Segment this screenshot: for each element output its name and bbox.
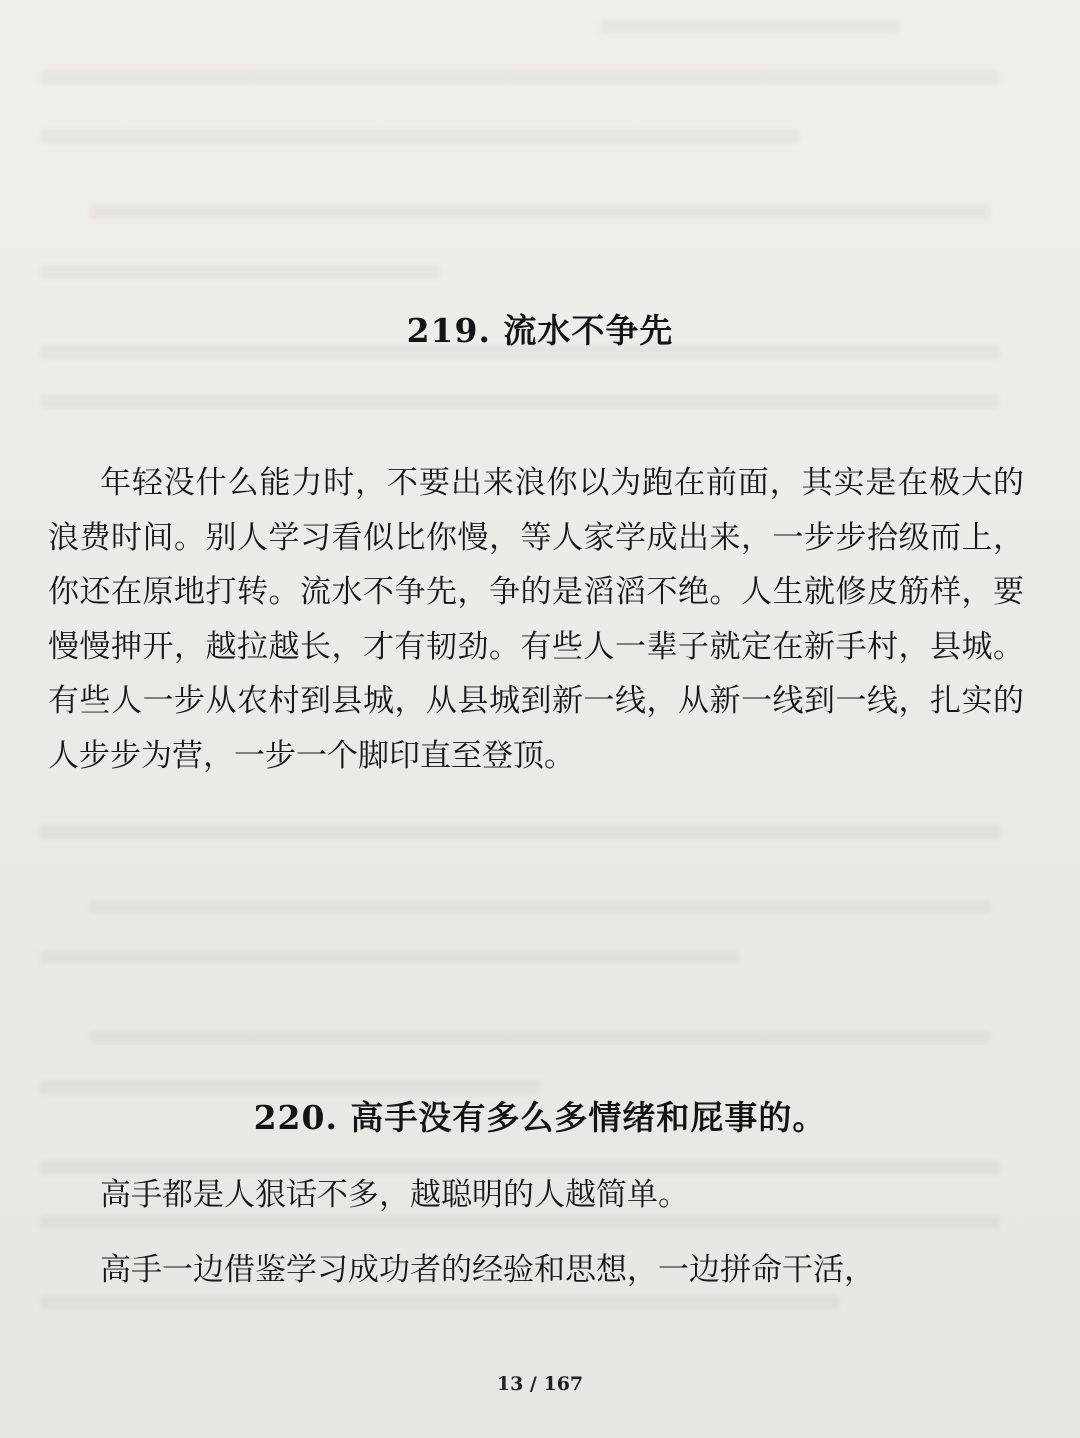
bleed-through-texture bbox=[90, 205, 990, 219]
section-220-paragraph-1: 高手都是人狠话不多，越聪明的人越简单。 bbox=[100, 1177, 689, 1213]
section-220-paragraph-2: 高手一边借鉴学习成功者的经验和思想，一边拼命干活， bbox=[100, 1252, 875, 1288]
bleed-through-texture bbox=[40, 395, 1000, 409]
section-219-title: 219. 流水不争先 bbox=[406, 311, 674, 350]
page-number: 13 / 167 bbox=[496, 1373, 584, 1395]
section-220-title: 220. 高手没有多么多情绪和屁事的。 bbox=[253, 1098, 827, 1137]
bleed-through-texture bbox=[40, 70, 1000, 84]
bleed-through-texture bbox=[40, 130, 800, 144]
bleed-through-texture bbox=[40, 950, 740, 964]
bleed-through-texture bbox=[40, 825, 1000, 839]
bleed-through-texture bbox=[600, 20, 900, 34]
bleed-through-texture bbox=[90, 900, 990, 914]
section-219-body: 年轻没什么能力时，不要出来浪你以为跑在前面，其实是在极大的浪费时间。别人学习看似比你慢，等人家学成出来，一步步拾级而上，你还在原地打转。流水不争先，争的是滔滔不绝。人生就修皮筋样，要慢慢抻开，越拉越长，才有韧劲。有些人一辈子就定在新手村，县城。有些人一步从农村到县城，从县城到新一线，从新一线到一线，扎实的人步步为营，一步一个脚印直至登顶。 bbox=[48, 465, 1024, 774]
bleed-through-texture bbox=[40, 265, 440, 279]
bleed-through-texture bbox=[90, 1030, 990, 1044]
